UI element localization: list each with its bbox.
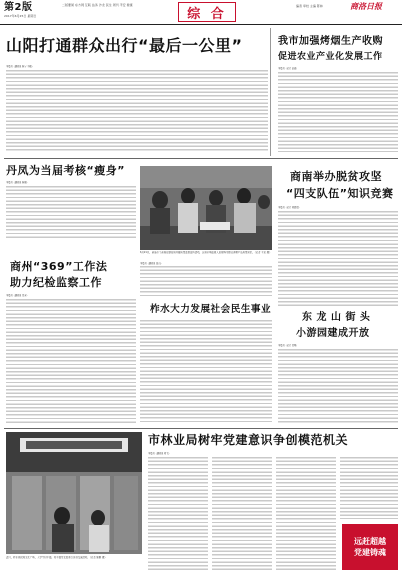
article-tobacco-text <box>278 72 398 152</box>
page-number: 第2版 <box>4 2 33 13</box>
headline-shangzhou-1: 商州“369”工作法 <box>10 260 108 273</box>
byline-shangnan: 本报讯（记者 刘甜甜） <box>278 206 301 209</box>
article-forestry-col4 <box>340 457 398 519</box>
photo-reading <box>6 432 142 554</box>
section-rule-1 <box>4 158 398 159</box>
date-line: 2017年6月25日 星期日 <box>4 14 37 18</box>
article-forestry-col1 <box>148 457 208 571</box>
photo-supervision <box>140 166 272 250</box>
headline-forestry: 市林业局树牢党建意识争创模范机关 <box>148 433 349 447</box>
byline-danfeng: 本报讯（通讯员 陈刚） <box>6 181 29 184</box>
headline-tobacco-1: 我市加强烤烟生产收购 <box>278 36 383 47</box>
photo-reading-image <box>6 432 142 554</box>
column-rule <box>270 28 271 156</box>
editor-line: 编者 审校 主编 陈林 <box>296 4 323 8</box>
headline-zhashui: 柞水大力发展社会民生事业 <box>150 304 272 315</box>
article-donglongshan-text <box>278 349 398 423</box>
photo-reading-caption: 近日，柞水县民和文化广场，大学生村干部、村干部及农民进行读书交流活动。（记者 陈鹏 摄） <box>6 556 107 559</box>
headline-shangnan-1: 商南举办脱贫攻坚 <box>290 170 382 183</box>
article-zhashui-text <box>140 320 272 424</box>
photo-supervision-caption: 6月21日，商洛市工商局在镇安县开展质量监督宣传活动，该县市场监管人员现场为群众讲解产品质量知识。（记者 王宏 摄） <box>140 251 272 254</box>
byline-donglongshan: 本报讯（记者 张明） <box>278 344 299 347</box>
byline-zhashui: 本报讯（通讯员 高山） <box>140 262 163 265</box>
article-shangnan-text <box>278 211 398 307</box>
article-shangzhou-text <box>6 299 136 423</box>
corner-badge-line-1: 远赶超越 <box>354 537 386 546</box>
byline-shangzhou: 本报讯（通讯员 张芳） <box>6 294 29 297</box>
masthead-rule <box>0 24 402 25</box>
section-title: 综 合 <box>187 6 227 22</box>
masthead <box>0 0 402 26</box>
byline-shanyang: 本报讯（通讯员 陈宁 李丽） <box>6 65 34 68</box>
section-title-box <box>178 2 236 22</box>
byline-tobacco: 本报讯（记者 赵敏） <box>278 67 299 70</box>
headline-danfeng: 丹凤为当届考核“瘦身” <box>6 164 125 177</box>
section-rule-2 <box>4 428 398 429</box>
corner-badge <box>342 524 398 570</box>
article-forestry-col2 <box>212 457 272 571</box>
headline-donglongshan-2: 小游园建成开放 <box>296 328 370 339</box>
headline-shangzhou-2: 助力纪检监察工作 <box>10 276 102 289</box>
article-shanyang-text <box>6 70 268 152</box>
section-links: 二版要闻 东方网 互联 站务 沙龙 民生 周刊 平安 健康 <box>62 3 133 7</box>
corner-badge-line-2: 党建铸魂 <box>354 548 386 557</box>
photo-supervision-image <box>140 166 272 250</box>
headline-tobacco-2: 促进农业产业化发展工作 <box>278 52 383 62</box>
article-danfeng-text <box>6 186 136 240</box>
headline-donglongshan-1: 东 龙 山 街 头 <box>302 312 371 323</box>
article-zhashui-intro <box>140 266 272 296</box>
headline-shanyang: 山阳打通群众出行“最后一公里” <box>6 36 243 55</box>
headline-shangnan-2: “四支队伍”知识竞赛 <box>286 187 394 200</box>
byline-forestry: 本报讯（通讯员 刘飞） <box>148 452 171 455</box>
paper-name: 商洛日报 <box>350 2 382 11</box>
article-forestry-col3 <box>276 457 336 571</box>
